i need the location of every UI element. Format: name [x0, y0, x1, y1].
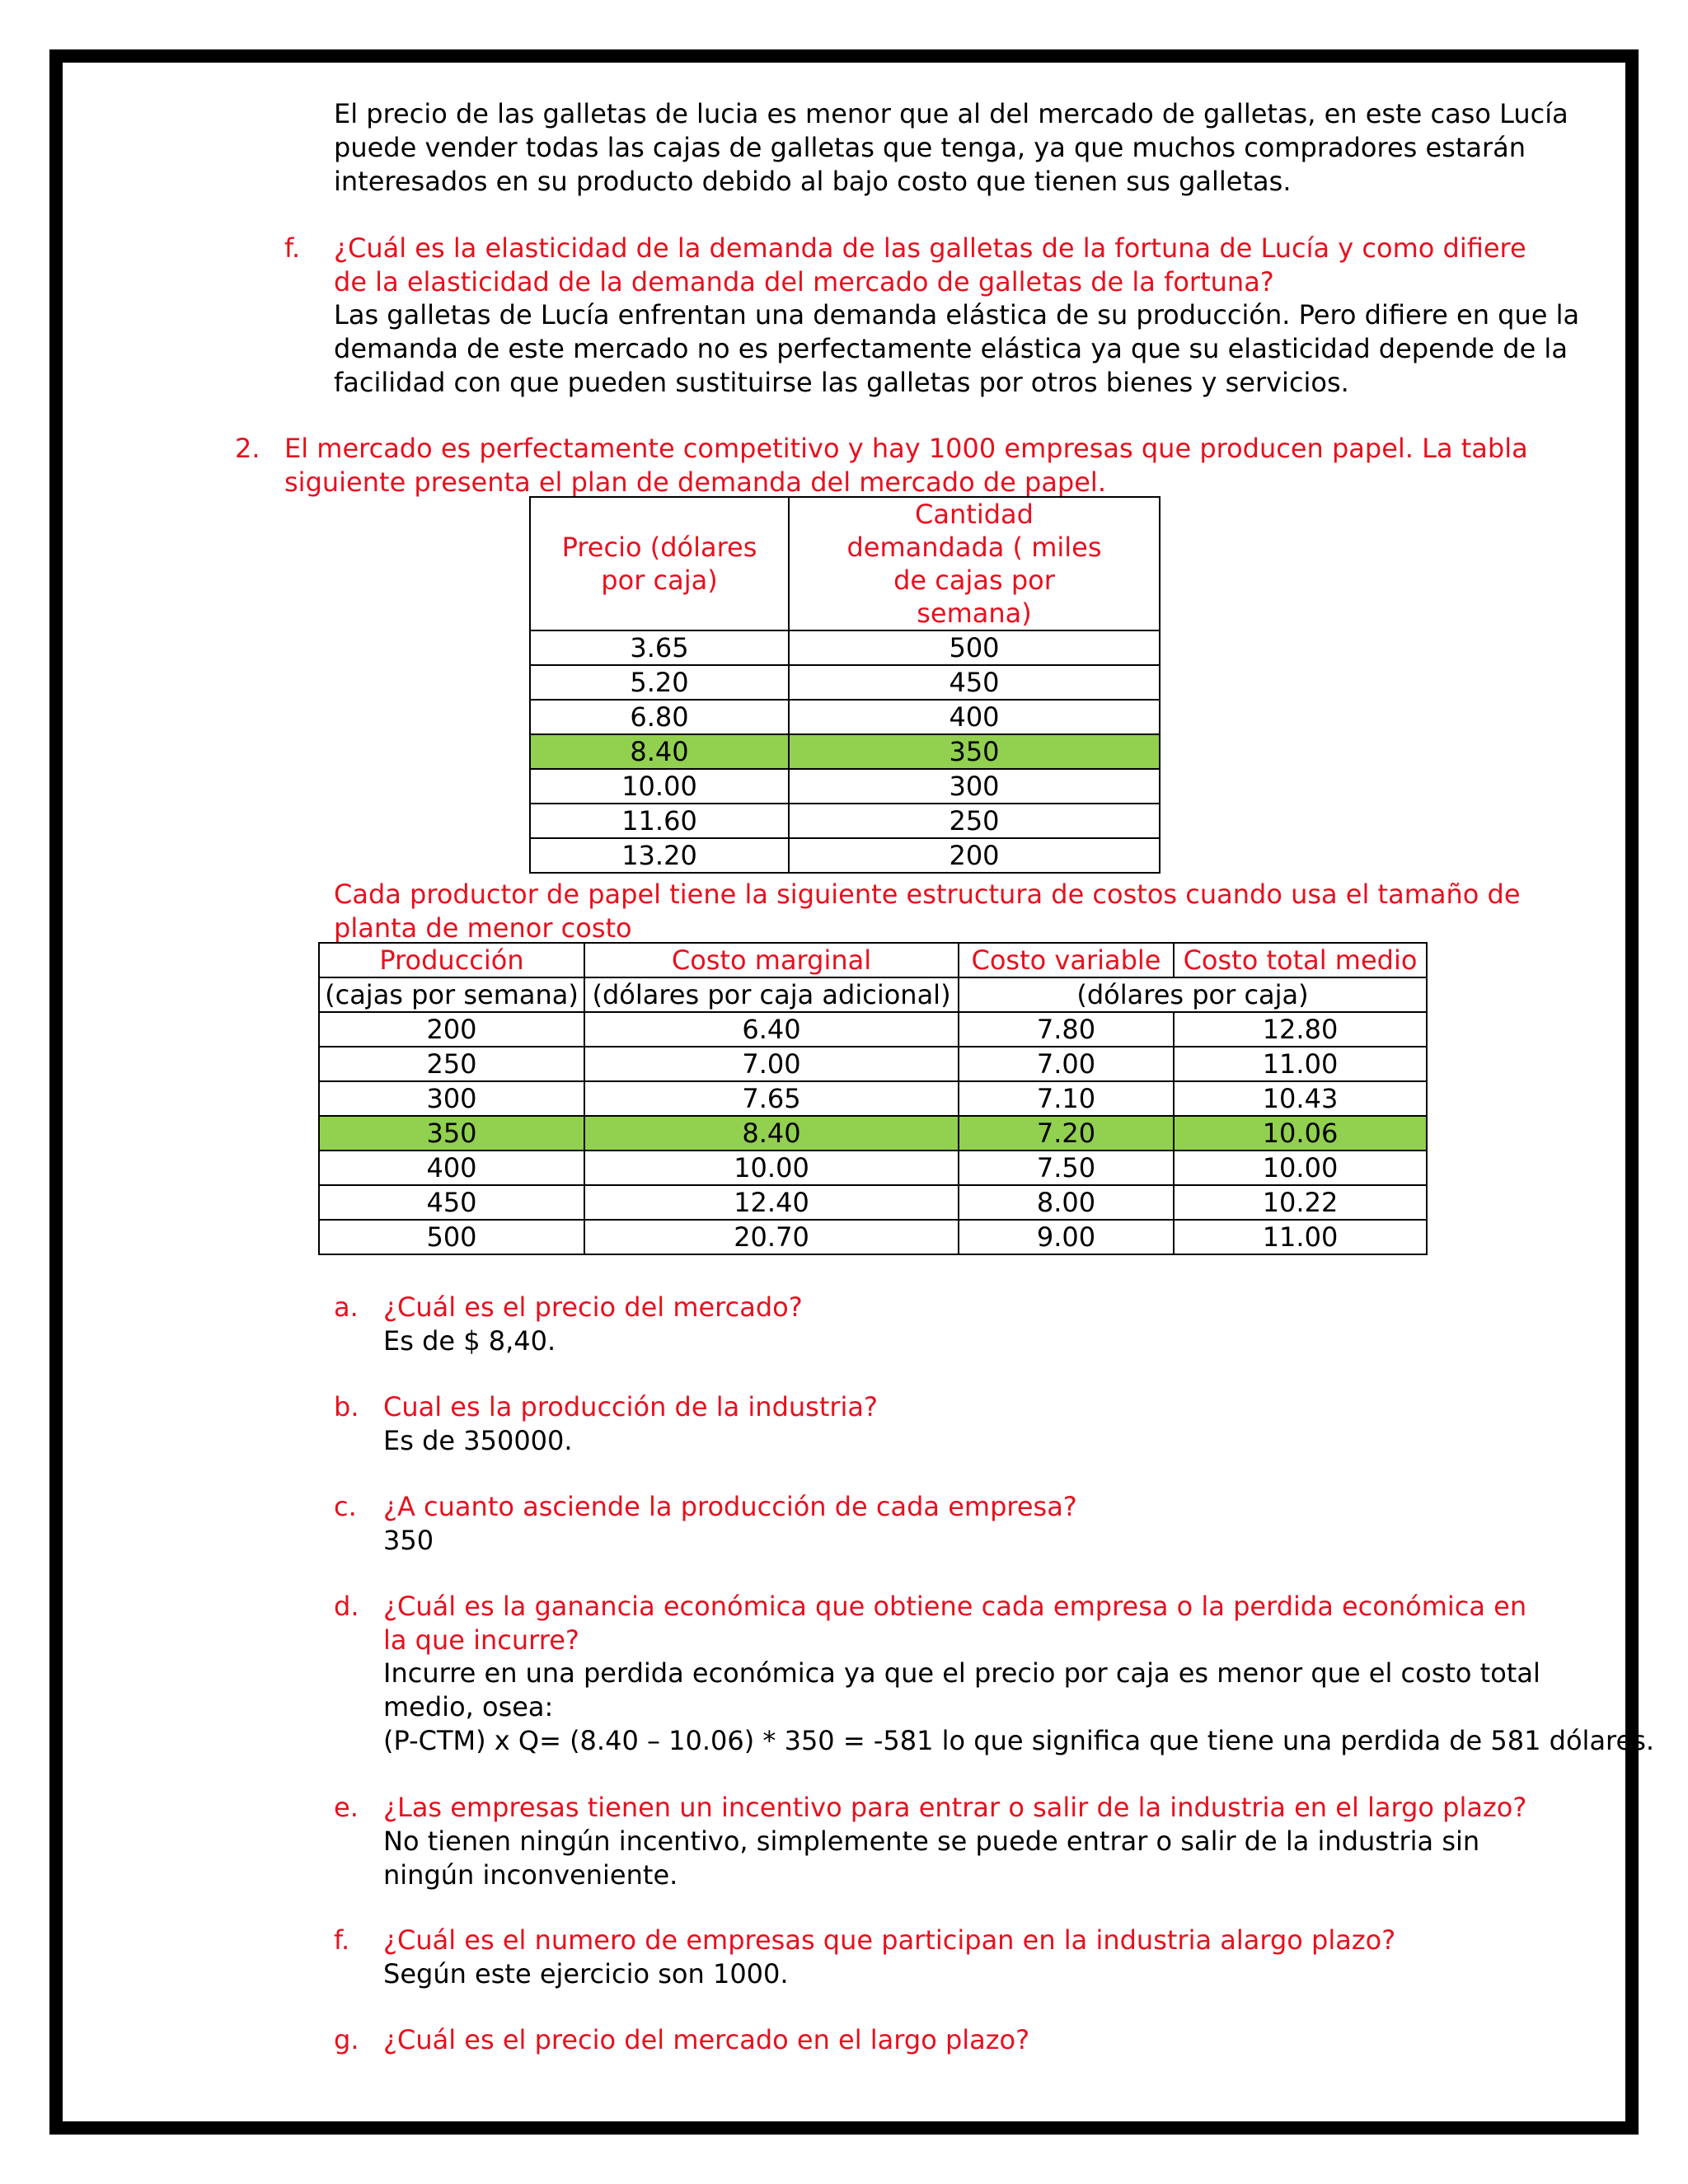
q2-text: El mercado es perfectamente competitivo y hay 1000 empresas que producen papel. La tabla siguiente presenta el plan de demanda del mercado de papel. — [284, 433, 1528, 498]
cost-production-cell: 500 — [319, 1220, 584, 1254]
cost-variable-cell: 7.10 — [959, 1081, 1174, 1116]
cost-production-cell: 200 — [319, 1012, 584, 1047]
cost-marginal-cell: 20.70 — [584, 1220, 959, 1254]
answer-text: Es de 350000. — [383, 1425, 573, 1456]
cost-marginal-cell: 10.00 — [584, 1151, 959, 1185]
question-text: ¿Cuál es el precio del mercado? — [383, 1291, 803, 1323]
demand-qty-cell: 300 — [789, 769, 1160, 804]
question-text: ¿Cuál es el precio del mercado en el largo plazo? — [383, 2024, 1030, 2055]
demand-row — [530, 700, 1160, 734]
question-marker: c. — [334, 1491, 357, 1522]
q2-marker: 2. — [235, 433, 260, 464]
cost-row — [319, 1220, 1427, 1254]
question-marker: b. — [334, 1391, 359, 1422]
cost-production-cell: 400 — [319, 1151, 584, 1185]
question-text: ¿Cuál es la ganancia económica que obtiene cada empresa o la perdida económica en la que incurre? — [383, 1591, 1527, 1656]
cost-variable-cell: 7.00 — [959, 1047, 1174, 1081]
demand-qty-cell: 400 — [789, 700, 1160, 734]
cost-variable-cell: 7.80 — [959, 1012, 1174, 1047]
question-marker: e. — [334, 1792, 359, 1823]
cost-subheader-cost: (dólares por caja) — [959, 977, 1427, 1012]
cost-average-total-cell: 10.00 — [1174, 1151, 1427, 1185]
question-text: Cual es la producción de la industria? — [383, 1391, 879, 1422]
cost-average-total-cell: 11.00 — [1174, 1220, 1427, 1254]
cost-variable-cell: 9.00 — [959, 1220, 1174, 1254]
q1f-question: ¿Cuál es la elasticidad de la demanda de las galletas de la fortuna de Lucía y como difiere de la elasticidad de la demanda del mercado de galletas de la fortuna? — [334, 232, 1526, 298]
cost-average-total-cell: 11.00 — [1174, 1047, 1427, 1081]
cost-subheader-production: (cajas por semana) — [319, 977, 584, 1012]
cost-variable-cell: 7.50 — [959, 1151, 1174, 1185]
question-marker: a. — [334, 1291, 359, 1323]
demand-header-qty-text: Cantidad demandada ( miles de cajas por semana) — [846, 499, 1102, 629]
cost-production-cell: 250 — [319, 1047, 584, 1081]
cost-header-average-total: Costo total medio — [1174, 943, 1427, 977]
demand-price-cell: 5.20 — [530, 665, 789, 700]
demand-row — [530, 630, 1160, 665]
answer-text: Según este ejercicio son 1000. — [383, 1958, 789, 1990]
cost-header-production: Producción — [319, 943, 584, 977]
cost-header-marginal: Costo marginal — [584, 943, 959, 977]
question-text: ¿A cuanto asciende la producción de cada empresa? — [383, 1491, 1077, 1522]
cost-table — [318, 942, 1428, 1255]
cost-header-variable: Costo variable — [959, 943, 1174, 977]
question-text: ¿Las empresas tienen un incentivo para entrar o salir de la industria en el largo plazo? — [383, 1792, 1527, 1823]
cost-average-total-cell: 10.06 — [1174, 1116, 1427, 1151]
cost-production-cell: 350 — [319, 1116, 584, 1151]
demand-row — [530, 734, 1160, 769]
question-marker: g. — [334, 2024, 359, 2055]
demand-qty-cell: 250 — [789, 804, 1160, 838]
demand-qty-cell: 200 — [789, 838, 1160, 873]
demand-header-qty — [789, 497, 1160, 630]
answer-text: Incurre en una perdida económica ya que el precio por caja es menor que el costo total medio, osea: — [383, 1657, 1540, 1722]
cost-marginal-cell: 8.40 — [584, 1116, 959, 1151]
demand-price-cell: 6.80 — [530, 700, 789, 734]
demand-qty-cell: 450 — [789, 665, 1160, 700]
cost-average-total-cell: 10.43 — [1174, 1081, 1427, 1116]
demand-row — [530, 804, 1160, 838]
intro-answer: El precio de las galletas de lucia es menor que al del mercado de galletas, en este caso Lucía puede vender todas las cajas de galletas que tenga, ya que muchos compradores estarán interesados en su producto debido al bajo costo que tienen sus galletas. — [334, 98, 1568, 197]
question-text: ¿Cuál es el numero de empresas que participan en la industria alargo plazo? — [383, 1924, 1396, 1956]
cost-marginal-cell: 6.40 — [584, 1012, 959, 1047]
answer-formula: (P-CTM) x Q= (8.40 – 10.06) * 350 = -581 lo que significa que tiene una perdida de 581 dólares. — [383, 1725, 1655, 1756]
demand-row — [530, 838, 1160, 873]
demand-table — [529, 496, 1160, 874]
demand-price-cell: 8.40 — [530, 734, 789, 769]
cost-marginal-cell: 7.00 — [584, 1047, 959, 1081]
demand-row — [530, 665, 1160, 700]
demand-qty-cell: 350 — [789, 734, 1160, 769]
cost-production-cell: 300 — [319, 1081, 584, 1116]
cost-header-row — [319, 943, 1427, 977]
answer-text: Es de $ 8,40. — [383, 1325, 556, 1357]
cost-row — [319, 1012, 1427, 1047]
cost-marginal-cell: 12.40 — [584, 1185, 959, 1220]
demand-price-cell: 3.65 — [530, 630, 789, 665]
demand-qty-cell: 500 — [789, 630, 1160, 665]
cost-variable-cell: 7.20 — [959, 1116, 1174, 1151]
cost-production-cell: 450 — [319, 1185, 584, 1220]
cost-variable-cell: 8.00 — [959, 1185, 1174, 1220]
cost-average-total-cell: 12.80 — [1174, 1012, 1427, 1047]
demand-price-cell: 10.00 — [530, 769, 789, 804]
cost-row — [319, 1151, 1427, 1185]
demand-header-price-text: Precio (dólares por caja) — [561, 532, 757, 596]
answer-text: No tienen ningún incentivo, simplemente se puede entrar o salir de la industria sin ningún inconveniente. — [383, 1825, 1480, 1891]
demand-price-cell: 11.60 — [530, 804, 789, 838]
cost-row — [319, 1047, 1427, 1081]
demand-header-row — [530, 497, 1160, 630]
question-marker: f. — [334, 1924, 350, 1956]
q1f-marker: f. — [284, 232, 301, 264]
demand-row — [530, 769, 1160, 804]
cost-row — [319, 1185, 1427, 1220]
cost-average-total-cell: 10.22 — [1174, 1185, 1427, 1220]
cost-marginal-cell: 7.65 — [584, 1081, 959, 1116]
cost-subheader-row — [319, 977, 1427, 1012]
demand-price-cell: 13.20 — [530, 838, 789, 873]
question-marker: d. — [334, 1591, 359, 1622]
cost-row — [319, 1116, 1427, 1151]
demand-header-price — [530, 497, 789, 630]
cost-intro: Cada productor de papel tiene la siguiente estructura de costos cuando usa el tamaño de planta de menor costo — [334, 879, 1521, 944]
cost-subheader-marginal: (dólares por caja adicional) — [584, 977, 959, 1012]
q1f-answer: Las galletas de Lucía enfrentan una demanda elástica de su producción. Pero difiere en que la demanda de este mercado no es perfectamente elástica ya que su elasticidad depende de la facilidad con que pueden sustituirse las galletas por otros bienes y servicios. — [334, 299, 1580, 398]
answer-text: 350 — [383, 1525, 434, 1556]
cost-row — [319, 1081, 1427, 1116]
